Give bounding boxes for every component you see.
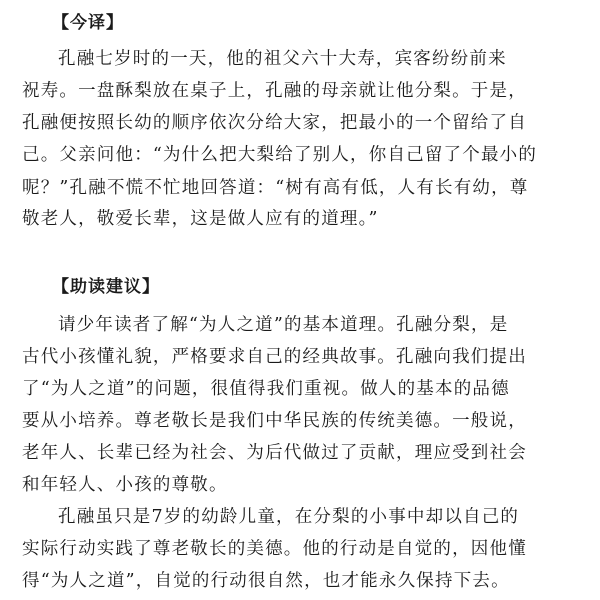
paragraph-line: 己。父亲问他：“为什么把大梨给了别人，你自己留了个最小的	[22, 145, 538, 165]
paragraph-line: 得“为人之道”，自觉的行动很自然，也才能永久保持下去。	[22, 571, 510, 591]
section-title-reading-tips: 【助读建议】	[52, 277, 160, 297]
paragraph-line: 敬老人，敬爱长辈，这是做人应有的道理。”	[22, 209, 379, 229]
paragraph-line: 古代小孩懂礼貌，严格要求自己的经典故事。孔融向我们提出	[22, 347, 527, 367]
paragraph-line: 实际行动实践了尊老敬长的美德。他的行动是自觉的，因他懂	[22, 539, 527, 559]
paragraph-line: 了“为人之道”的问题，很值得我们重视。做人的基本的品德	[22, 379, 510, 399]
paragraph-line: 孔融便按照长幼的顺序依次分给大家，把最小的一个留给了自	[22, 113, 527, 133]
paragraph-line: 祝寿。一盘酥梨放在桌子上，孔融的母亲就让他分梨。于是，	[22, 81, 527, 101]
paragraph-line: 要从小培养。尊老敬长是我们中华民族的传统美德。一般说，	[22, 411, 527, 431]
section-title-translation: 【今译】	[52, 13, 124, 33]
paragraph-line: 和年轻人、小孩的尊敬。	[22, 475, 228, 495]
paragraph-line: 呢？”孔融不慌不忙地回答道：“树有高有低，人有长有幼，尊	[22, 178, 529, 198]
paragraph-line: 孔融虽只是7岁的幼龄儿童，在分梨的小事中却以自己的	[58, 507, 520, 527]
paragraph-line: 老年人、长辈已经为社会、为后代做过了贡献，理应受到社会	[22, 443, 527, 463]
paragraph-line: 孔融七岁时的一天，他的祖父六十大寿，宾客纷纷前来	[58, 49, 507, 69]
paragraph-line: 请少年读者了解“为人之道”的基本道理。孔融分梨，是	[58, 315, 509, 335]
